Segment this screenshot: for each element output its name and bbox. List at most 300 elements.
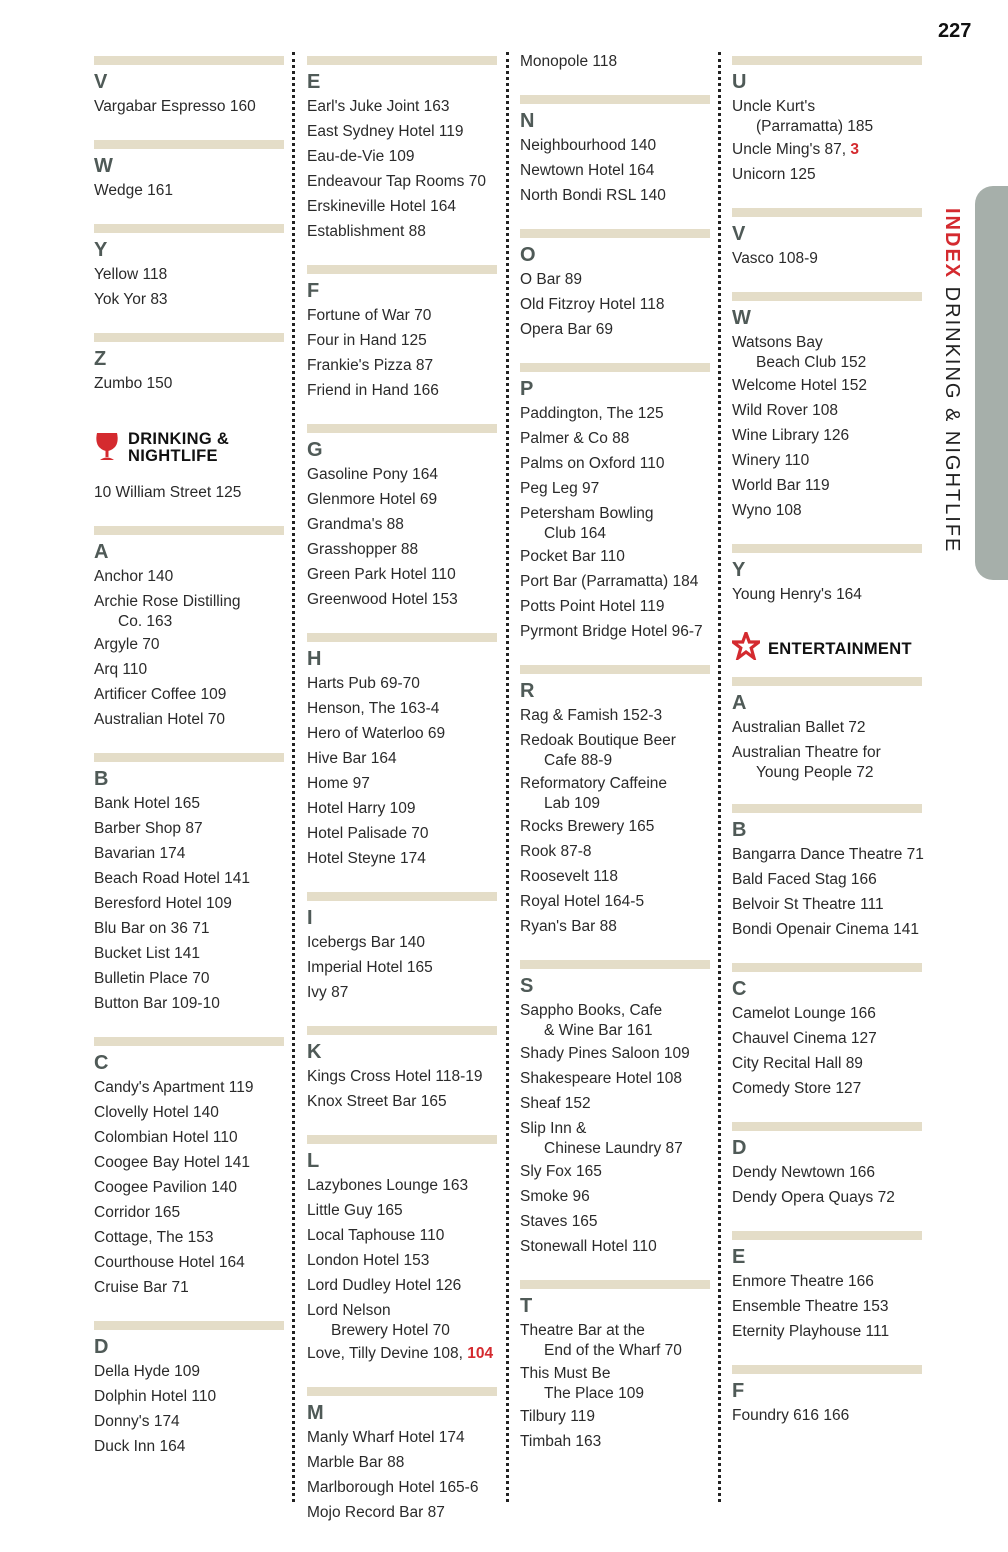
entry-text [520,292,710,317]
entry-text [94,94,284,119]
entry-name-pages: Coogee Bay Hotel 141 [94,1154,250,1171]
entry-name-pages: Corridor 165 [94,1204,181,1221]
index-entry [307,378,497,403]
entry-name-pages: Monopole 118 [520,53,618,70]
index-entry [307,1425,497,1450]
index-entry [520,1066,710,1091]
column-divider [718,52,721,1502]
index-column-3 [520,49,710,1475]
letter-section [732,804,922,942]
index-entry [520,183,710,208]
entry-text [307,587,497,612]
entry-text [732,398,922,423]
letter-section [732,292,922,523]
index-entry [732,162,922,187]
entry-text [307,771,497,796]
entry-text [520,914,710,939]
entry-name-pages: Arq 110 [94,661,148,678]
entry-continuation: Chinese Laundry 87 [544,1140,683,1157]
entry-name-pages: Palmer & Co 88 [520,430,630,447]
entry-text [732,373,922,398]
index-entry [732,137,922,162]
section-divider-bar [520,363,710,372]
index-entry [94,1434,284,1459]
entry-text [94,682,284,707]
section-letter: D [732,1137,747,1159]
section-divider-bar [307,56,497,65]
index-entry [520,569,710,594]
entry-name-pages: Grandma's 88 [307,516,404,533]
index-entry [94,480,284,505]
index-entry [520,267,710,292]
section-letter: Y [94,239,108,261]
index-entry [94,1225,284,1250]
index-entry [732,246,922,271]
index-entry [307,537,497,562]
entry-text [732,137,922,162]
entry-text [520,839,710,864]
entry-text [307,796,497,821]
index-entry [732,473,922,498]
entry-text [307,1223,497,1248]
entry-name-pages: Bondi Openair Cinema 141 [732,921,919,938]
entry-name-pages: Harts Pub 69-70 [307,675,420,692]
letter-section [732,963,922,1101]
entry-text [520,476,710,501]
index-entry [520,914,710,939]
section-divider-bar [520,665,710,674]
section-letter: Y [732,559,746,581]
index-entry [94,1150,284,1175]
index-entry [520,426,710,451]
entry-text [307,462,497,487]
index-entry [520,1404,710,1429]
entry-name-pages: Ryan's Bar 88 [520,918,617,935]
index-entry [520,49,710,74]
letter-section [307,633,497,871]
index-entry [307,328,497,353]
letter-section [732,1365,922,1428]
entry-text [732,1403,922,1428]
index-entry [307,671,497,696]
index-entry [307,219,497,244]
entry-text [94,791,284,816]
letter-section [520,229,710,342]
entry-name-pages: Duck Inn 164 [94,1438,186,1455]
index-entry [307,846,497,871]
entry-name-pages: Home 97 [307,775,370,792]
entry-name-pages: Zumbo 150 [94,375,173,392]
entry-text [520,133,710,158]
entry-text [307,219,497,244]
index-entry [732,842,922,867]
entry-text [732,1026,922,1051]
index-entry [94,1409,284,1434]
entry-name-pages: City Recital Hall 89 [732,1055,863,1072]
section-divider-bar [307,892,497,901]
index-entry [520,998,710,1041]
index-entry [307,721,497,746]
letter-section [307,892,497,1005]
entry-name-pages: Shakespeare Hotel 108 [520,1070,683,1087]
entry-text [94,1150,284,1175]
entry-text [307,328,497,353]
index-entry [520,1318,710,1361]
index-entry [732,1026,922,1051]
index-entry [520,728,710,771]
entry-text [94,991,284,1016]
heading-line: ENTERTAINMENT [768,640,912,658]
section-letter: F [732,1380,745,1402]
index-entry [520,864,710,889]
index-entry [520,1429,710,1454]
index-entry [94,632,284,657]
entry-name-pages: Donny's 174 [94,1413,180,1430]
category-heading-text [768,637,912,661]
section-letter: H [307,648,322,670]
index-entry [732,1076,922,1101]
section-letter: M [307,1402,324,1424]
entry-name-pages: Hero of Waterloo 69 [307,725,446,742]
entry-name-pages: Royal Hotel 164-5 [520,893,645,910]
entry-name-pages: Henson, The 163-4 [307,700,440,717]
section-divider-bar [307,633,497,642]
entry-name-pages: Young Henry's 164 [732,586,862,603]
entry-name-pages: Bucket List 141 [94,945,200,962]
entry-text [94,657,284,682]
index-entry [94,891,284,916]
entry-text [307,487,497,512]
entry-text [520,1184,710,1209]
entry-name-pages: Unicorn 125 [732,166,816,183]
entry-text [520,401,710,426]
section-divider-bar [732,208,922,217]
entry-name-pages: Four in Hand 125 [307,332,427,349]
entry-text [520,703,710,728]
entry-name-pages: Sheaf 152 [520,1095,591,1112]
section-letter: C [732,978,747,1000]
letter-section [94,1321,284,1459]
entry-name-pages: Neighbourhood 140 [520,137,657,154]
entry-text [94,1225,284,1250]
index-entry [732,330,922,373]
entry-name-pages: Button Bar 109-10 [94,995,220,1012]
entry-text [520,889,710,914]
entry-name-pages: Old Fitzroy Hotel 118 [520,296,665,313]
letter-section [94,526,284,732]
entry-name-pages: Australian Ballet 72 [732,719,866,736]
entry-text [307,746,497,771]
index-entry [520,1041,710,1066]
entry-name-pages: Candy's Apartment 119 [94,1079,254,1096]
index-entry [520,317,710,342]
index-entry [307,169,497,194]
entry-text [520,49,710,74]
entry-text [307,696,497,721]
entry-text [732,448,922,473]
entry-text [307,1089,497,1114]
section-divider-bar [94,526,284,535]
entry-text [307,1173,497,1198]
section-divider-bar [732,56,922,65]
entry-name-pages: Gasoline Pony 164 [307,466,438,483]
entry-text [520,158,710,183]
entry-continuation: Young People 72 [756,764,874,781]
index-entry [94,1384,284,1409]
entry-text [732,582,922,607]
entry-group [94,480,284,505]
index-entry [520,814,710,839]
entry-name-pages: Yok Yor 83 [94,291,168,308]
entry-continuation: Brewery Hotel 70 [331,1322,450,1339]
index-entry [520,501,710,544]
index-entry [94,1075,284,1100]
entry-text [307,955,497,980]
section-divider-bar [307,424,497,433]
entry-text [94,632,284,657]
index-entry [307,955,497,980]
entry-text [94,178,284,203]
entry-name-pages: Dendy Opera Quays 72 [732,1189,895,1206]
entry-text [732,162,922,187]
index-entry [94,816,284,841]
section-divider-bar [94,753,284,762]
entry-text [307,980,497,1005]
index-entry [307,1198,497,1223]
index-entry [732,1160,922,1185]
entry-name-pages: Kings Cross Hotel 118-19 [307,1068,483,1085]
entry-continuation: Club 164 [544,525,607,542]
section-letter: L [307,1150,320,1172]
entry-name-pages: Tilbury 119 [520,1408,595,1425]
entry-name-pages: Comedy Store 127 [732,1080,862,1097]
index-entry [94,1359,284,1384]
entry-continuation: Co. 163 [118,613,173,630]
entry-text [307,119,497,144]
section-letter: B [94,768,109,790]
index-entry [520,1184,710,1209]
category-heading [732,637,922,661]
entry-name-pages: Love, Tilly Devine 108, [307,1345,468,1362]
entry-name-pages: Smoke 96 [520,1188,590,1205]
letter-section [307,1387,497,1525]
entry-name-pages: Potts Point Hotel 119 [520,598,665,615]
letter-section [732,1231,922,1344]
entry-text [520,1234,710,1259]
entry-group [520,49,710,74]
entry-name-pages: Foundry 616 166 [732,1407,850,1424]
entry-name-pages: Hive Bar 164 [307,750,397,767]
index-entry [732,892,922,917]
entry-name-pages: Ivy 87 [307,984,349,1001]
section-divider-bar [520,1280,710,1289]
entry-name-pages: Little Guy 165 [307,1202,403,1219]
index-entry [94,1275,284,1300]
entry-name-pages: This Must Be [520,1365,611,1382]
entry-text [307,512,497,537]
index-entry [307,821,497,846]
entry-name-pages: Glenmore Hotel 69 [307,491,438,508]
index-entry [94,262,284,287]
entry-name-pages: Fortune of War 70 [307,307,432,324]
index-entry [520,1116,710,1159]
entry-name-pages: Watsons Bay [732,334,823,351]
entry-text [732,246,922,271]
letter-section [732,544,922,607]
index-entry [732,740,922,783]
section-divider-bar [307,265,497,274]
entry-text [520,864,710,889]
entry-continuation: Beach Club 152 [756,354,867,371]
entry-text [520,619,710,644]
index-entry [307,1248,497,1273]
entry-name-pages: Erskineville Hotel 164 [307,198,457,215]
index-entry [307,796,497,821]
entry-name-pages: Wild Rover 108 [732,402,838,419]
entry-text [307,671,497,696]
letter-section [732,56,922,187]
index-entry [307,1273,497,1298]
entry-name-pages: Hotel Steyne 174 [307,850,426,867]
index-entry [307,1475,497,1500]
index-entry [307,771,497,796]
section-divider-bar [307,1135,497,1144]
entry-text [520,317,710,342]
index-entry [520,839,710,864]
entry-highlight-page: 3 [850,141,860,158]
entry-name-pages: Bavarian 174 [94,845,186,862]
section-letter: G [307,439,323,461]
entry-name-pages: Sappho Books, Cafe [520,1002,663,1019]
entry-name-pages: Petersham Bowling [520,505,654,522]
entry-text [307,1475,497,1500]
index-entry [307,930,497,955]
entry-name-pages: Manly Wharf Hotel 174 [307,1429,465,1446]
index-entry [520,158,710,183]
entry-text [307,537,497,562]
entry-text [307,94,497,119]
section-divider-bar [732,544,922,553]
entry-name-pages: Roosevelt 118 [520,868,618,885]
entry-name-pages: Bank Hotel 165 [94,795,200,812]
letter-section [307,424,497,612]
index-entry [520,451,710,476]
entry-text [520,544,710,569]
index-entry [307,696,497,721]
letter-section [732,1122,922,1210]
index-entry [732,94,922,137]
letter-section [94,753,284,1016]
entry-text [94,1250,284,1275]
entry-name-pages: Cottage, The 153 [94,1229,214,1246]
entry-text [732,423,922,448]
section-divider-bar [94,333,284,342]
entry-name-pages: O Bar 89 [520,271,583,288]
index-entry [520,1361,710,1404]
entry-text [732,1160,922,1185]
letter-section [732,677,922,783]
section-letter: V [94,71,108,93]
index-entry [94,966,284,991]
section-letter: Z [94,348,107,370]
entry-text [520,1209,710,1234]
entry-name-pages: Pyrmont Bridge Hotel 96-7 [520,623,703,640]
entry-name-pages: Peg Leg 97 [520,480,600,497]
section-divider-bar [732,292,922,301]
entry-text [307,1341,497,1366]
entry-name-pages: Australian Hotel 70 [94,711,225,728]
section-letter: R [520,680,535,702]
index-entry [520,1209,710,1234]
index-entry [307,1223,497,1248]
index-entry [94,1100,284,1125]
entry-name-pages: East Sydney Hotel 119 [307,123,464,140]
entry-name-pages: Frankie's Pizza 87 [307,357,434,374]
section-letter: P [520,378,534,400]
entry-name-pages: Blu Bar on 36 71 [94,920,210,937]
index-entry [307,1298,497,1341]
entry-name-pages: Rag & Famish 152-3 [520,707,663,724]
entry-name-pages: Marlborough Hotel 165-6 [307,1479,479,1496]
entry-name-pages: Courthouse Hotel 164 [94,1254,245,1271]
entry-text [94,480,284,505]
index-entry [307,980,497,1005]
index-entry [307,1450,497,1475]
index-entry [520,1159,710,1184]
entry-text [732,892,922,917]
section-divider-bar [732,677,922,686]
section-divider-bar [94,140,284,149]
section-divider-bar [520,229,710,238]
section-letter: K [307,1041,322,1063]
entry-name-pages: Uncle Ming's 87, [732,141,851,158]
entry-name-pages: Shady Pines Saloon 109 [520,1045,690,1062]
entry-name-pages: Wyno 108 [732,502,802,519]
entry-text [732,1001,922,1026]
index-entry [732,917,922,942]
index-entry [307,587,497,612]
entry-name-pages: Friend in Hand 166 [307,382,439,399]
entry-name-pages: Imperial Hotel 165 [307,959,433,976]
entry-text [94,1359,284,1384]
letter-section [520,363,710,644]
section-letter: A [732,692,747,714]
section-divider-bar [307,1026,497,1035]
index-entry [520,401,710,426]
entry-name-pages: Yellow 118 [94,266,168,283]
entry-text [520,267,710,292]
index-entry [307,562,497,587]
index-entry [94,707,284,732]
entry-name-pages: Staves 165 [520,1213,598,1230]
section-divider-bar [732,1231,922,1240]
entry-name-pages: Bald Faced Stag 166 [732,871,877,888]
section-divider-bar [94,1037,284,1046]
section-divider-bar [94,224,284,233]
entry-continuation: & Wine Bar 161 [544,1022,653,1039]
column-divider [506,52,509,1502]
entry-name-pages: 10 William Street 125 [94,484,242,501]
letter-section [94,56,284,119]
entry-name-pages: Eau-de-Vie 109 [307,148,415,165]
index-entry [94,1250,284,1275]
entry-text [520,1429,710,1454]
index-entry [732,715,922,740]
entry-text [732,473,922,498]
index-entry [732,1185,922,1210]
entry-name-pages: Welcome Hotel 152 [732,377,867,394]
entry-name-pages: Wine Library 126 [732,427,850,444]
